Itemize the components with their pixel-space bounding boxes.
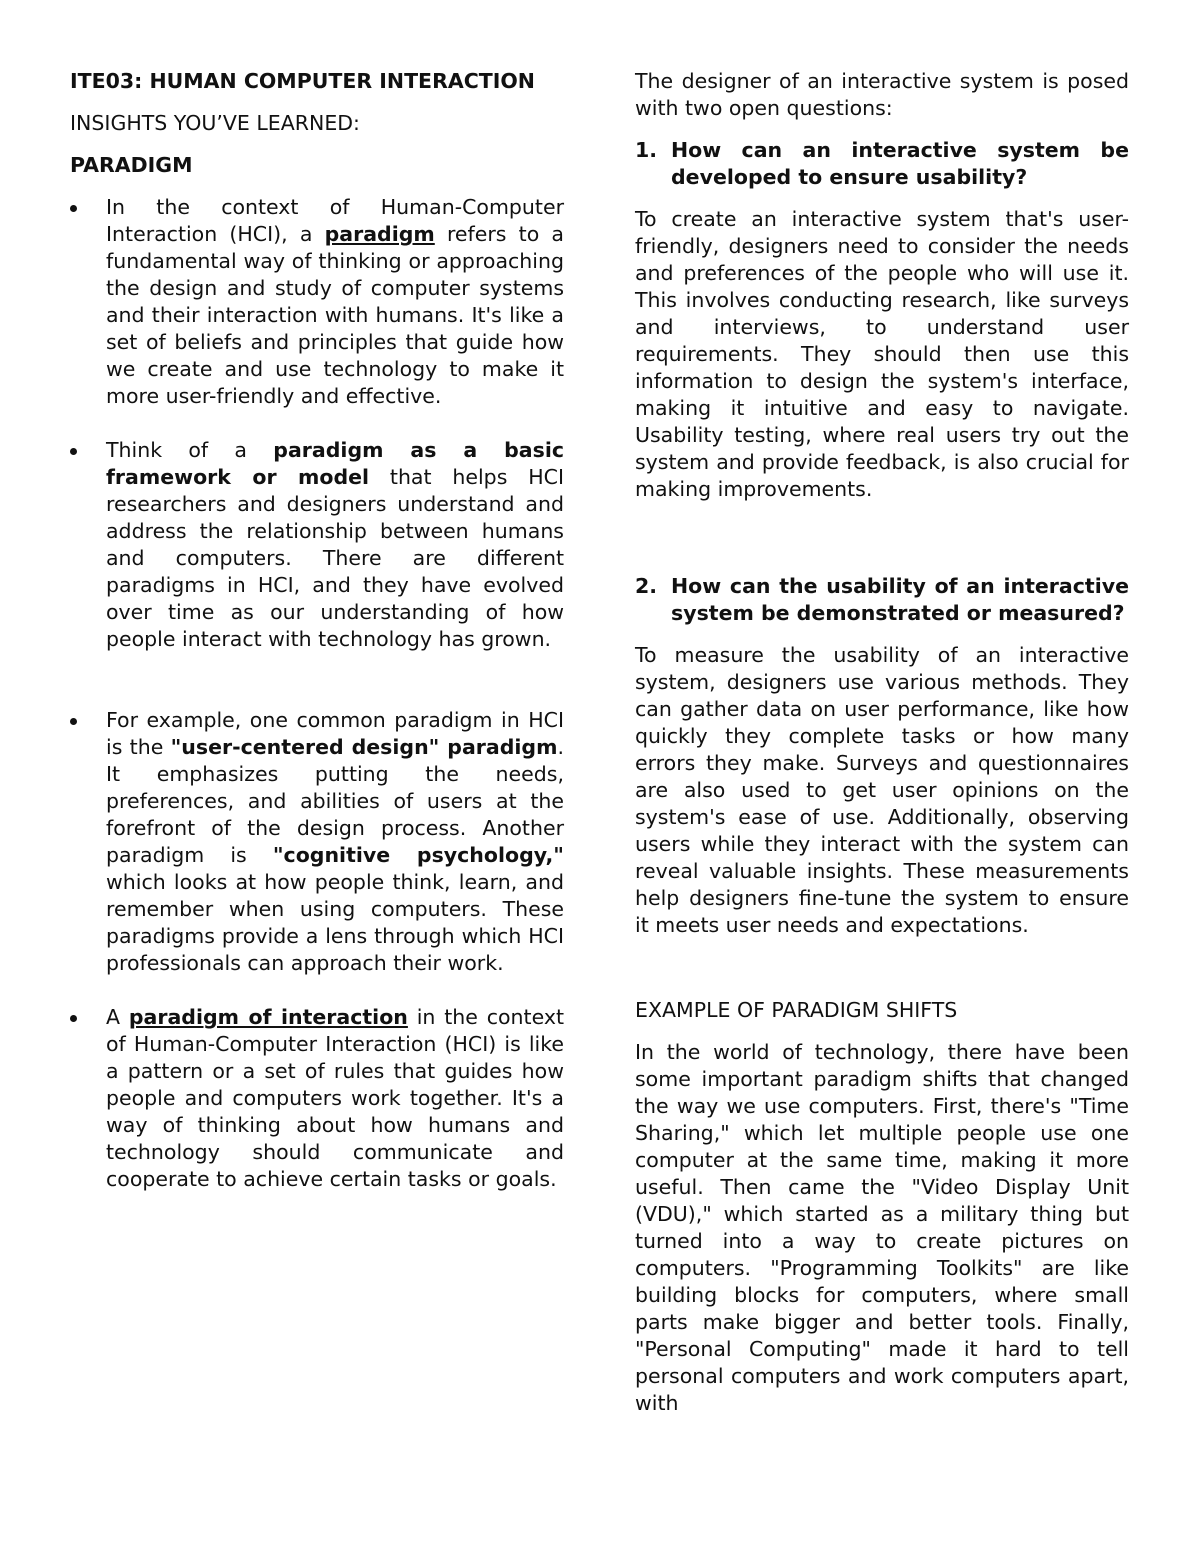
right-column xyxy=(635,68,1129,1417)
bullet-text: . It emphasizes putting the needs, preferences, and abilities of users at the forefront of the design process. Another paradigm is xyxy=(106,735,564,867)
left-column xyxy=(70,68,564,1220)
list-item xyxy=(70,194,564,410)
answer-2: To measure the usability of an interactive system, designers use various methods. They can gather data on user performance, like how quickly they complete tasks or how many errors they make. Surveys and questionnaires are also used to get user opinions on the system's ease of use. Additionally, observing users while they interact with the system can reveal valuable insights. These measurements help designers fine-tune the system to ensure it meets user needs and expectations. xyxy=(635,643,1129,937)
paradigm-shifts-paragraph: In the world of technology, there have been some important paradigm shifts that changed the way we use computers. First, there's "Time Sharing," which let multiple people use one computer at the same time, making it more useful. Then came the "Video Display Unit (VDU)," which started as a military thing but turned into a way to create pictures on computers. "Programming Toolkits" are like building blocks for computers, where small parts make bigger and better tools. Finally, "Personal Computing" made it hard to tell personal computers and work computers apart, with xyxy=(635,1040,1129,1415)
insights-subtitle: INSIGHTS YOU’VE LEARNED: xyxy=(70,111,360,135)
question-number: 2. xyxy=(635,574,658,598)
bullet-text: that helps HCI researchers and designers understand and address the relationship between humans and computers. There are different paradigms in HCI, and they have evolved over time as our understanding of how people interact with technology has grown. xyxy=(106,465,564,651)
bold-phrase: paradigm as a basic framework or model xyxy=(106,438,564,489)
bullet-text: refers to a fundamental way of thinking or approaching the design and study of computer systems and their interaction with humans. It's like a set of beliefs and principles that guide how we create and use technology to make it more user-friendly and effective. xyxy=(106,222,564,408)
bold-phrase: "user-centered design" paradigm xyxy=(170,735,558,759)
paradigm-heading: PARADIGM xyxy=(70,153,193,177)
bullet-text: in the context of Human-Computer Interaction (HCI) is like a pattern or a set of rules that guides how people and computers work together. It's a way of thinking about how humans and technology should communicate and cooperate to achieve certain tasks or goals. xyxy=(106,1005,564,1191)
question-2 xyxy=(635,573,1129,627)
bullet-text: Think of a xyxy=(106,438,274,462)
bullet-text: A xyxy=(106,1005,129,1029)
bold-phrase: "cognitive psychology," xyxy=(272,843,564,867)
paradigm-shifts-heading: EXAMPLE OF PARADIGM SHIFTS xyxy=(635,998,958,1022)
question-text: How can an interactive system be developed to ensure usability? xyxy=(671,138,1129,189)
bullet-text: which looks at how people think, learn, and remember when using computers. These paradigms provide a lens through which HCI professionals can approach their work. xyxy=(106,870,564,975)
bullet-icon xyxy=(70,1015,77,1022)
question-1 xyxy=(635,137,1129,191)
bullet-icon xyxy=(70,448,77,455)
paradigm-term: paradigm xyxy=(324,222,435,246)
question-text: How can the usability of an interactive system be demonstrated or measured? xyxy=(671,574,1129,625)
answer-1: To create an interactive system that's user-friendly, designers need to consider the needs and preferences of the people who will use it. This involves conducting research, like surveys and interviews, to understand user requirements. They should then use this information to design the system's interface, making it intuitive and easy to navigate. Usability testing, where real users try out the system and provide feedback, is also crucial for making improvements. xyxy=(635,207,1129,501)
question-number: 1. xyxy=(635,138,658,162)
document-title: ITE03: HUMAN COMPUTER INTERACTION xyxy=(70,69,535,93)
intro-paragraph: The designer of an interactive system is posed with two open questions: xyxy=(635,69,1129,120)
bullet-icon xyxy=(70,205,77,212)
list-item xyxy=(70,707,564,977)
bullet-icon xyxy=(70,718,77,725)
bullet-text: In the context of Human-Computer Interaction (HCI), a xyxy=(106,195,564,246)
list-item xyxy=(70,1004,564,1193)
bullet-text: For example, one common paradigm in HCI is the xyxy=(106,708,564,759)
list-item xyxy=(70,437,564,653)
interaction-term: paradigm of interaction xyxy=(128,1005,408,1029)
paradigm-bullet-list xyxy=(70,194,564,1193)
